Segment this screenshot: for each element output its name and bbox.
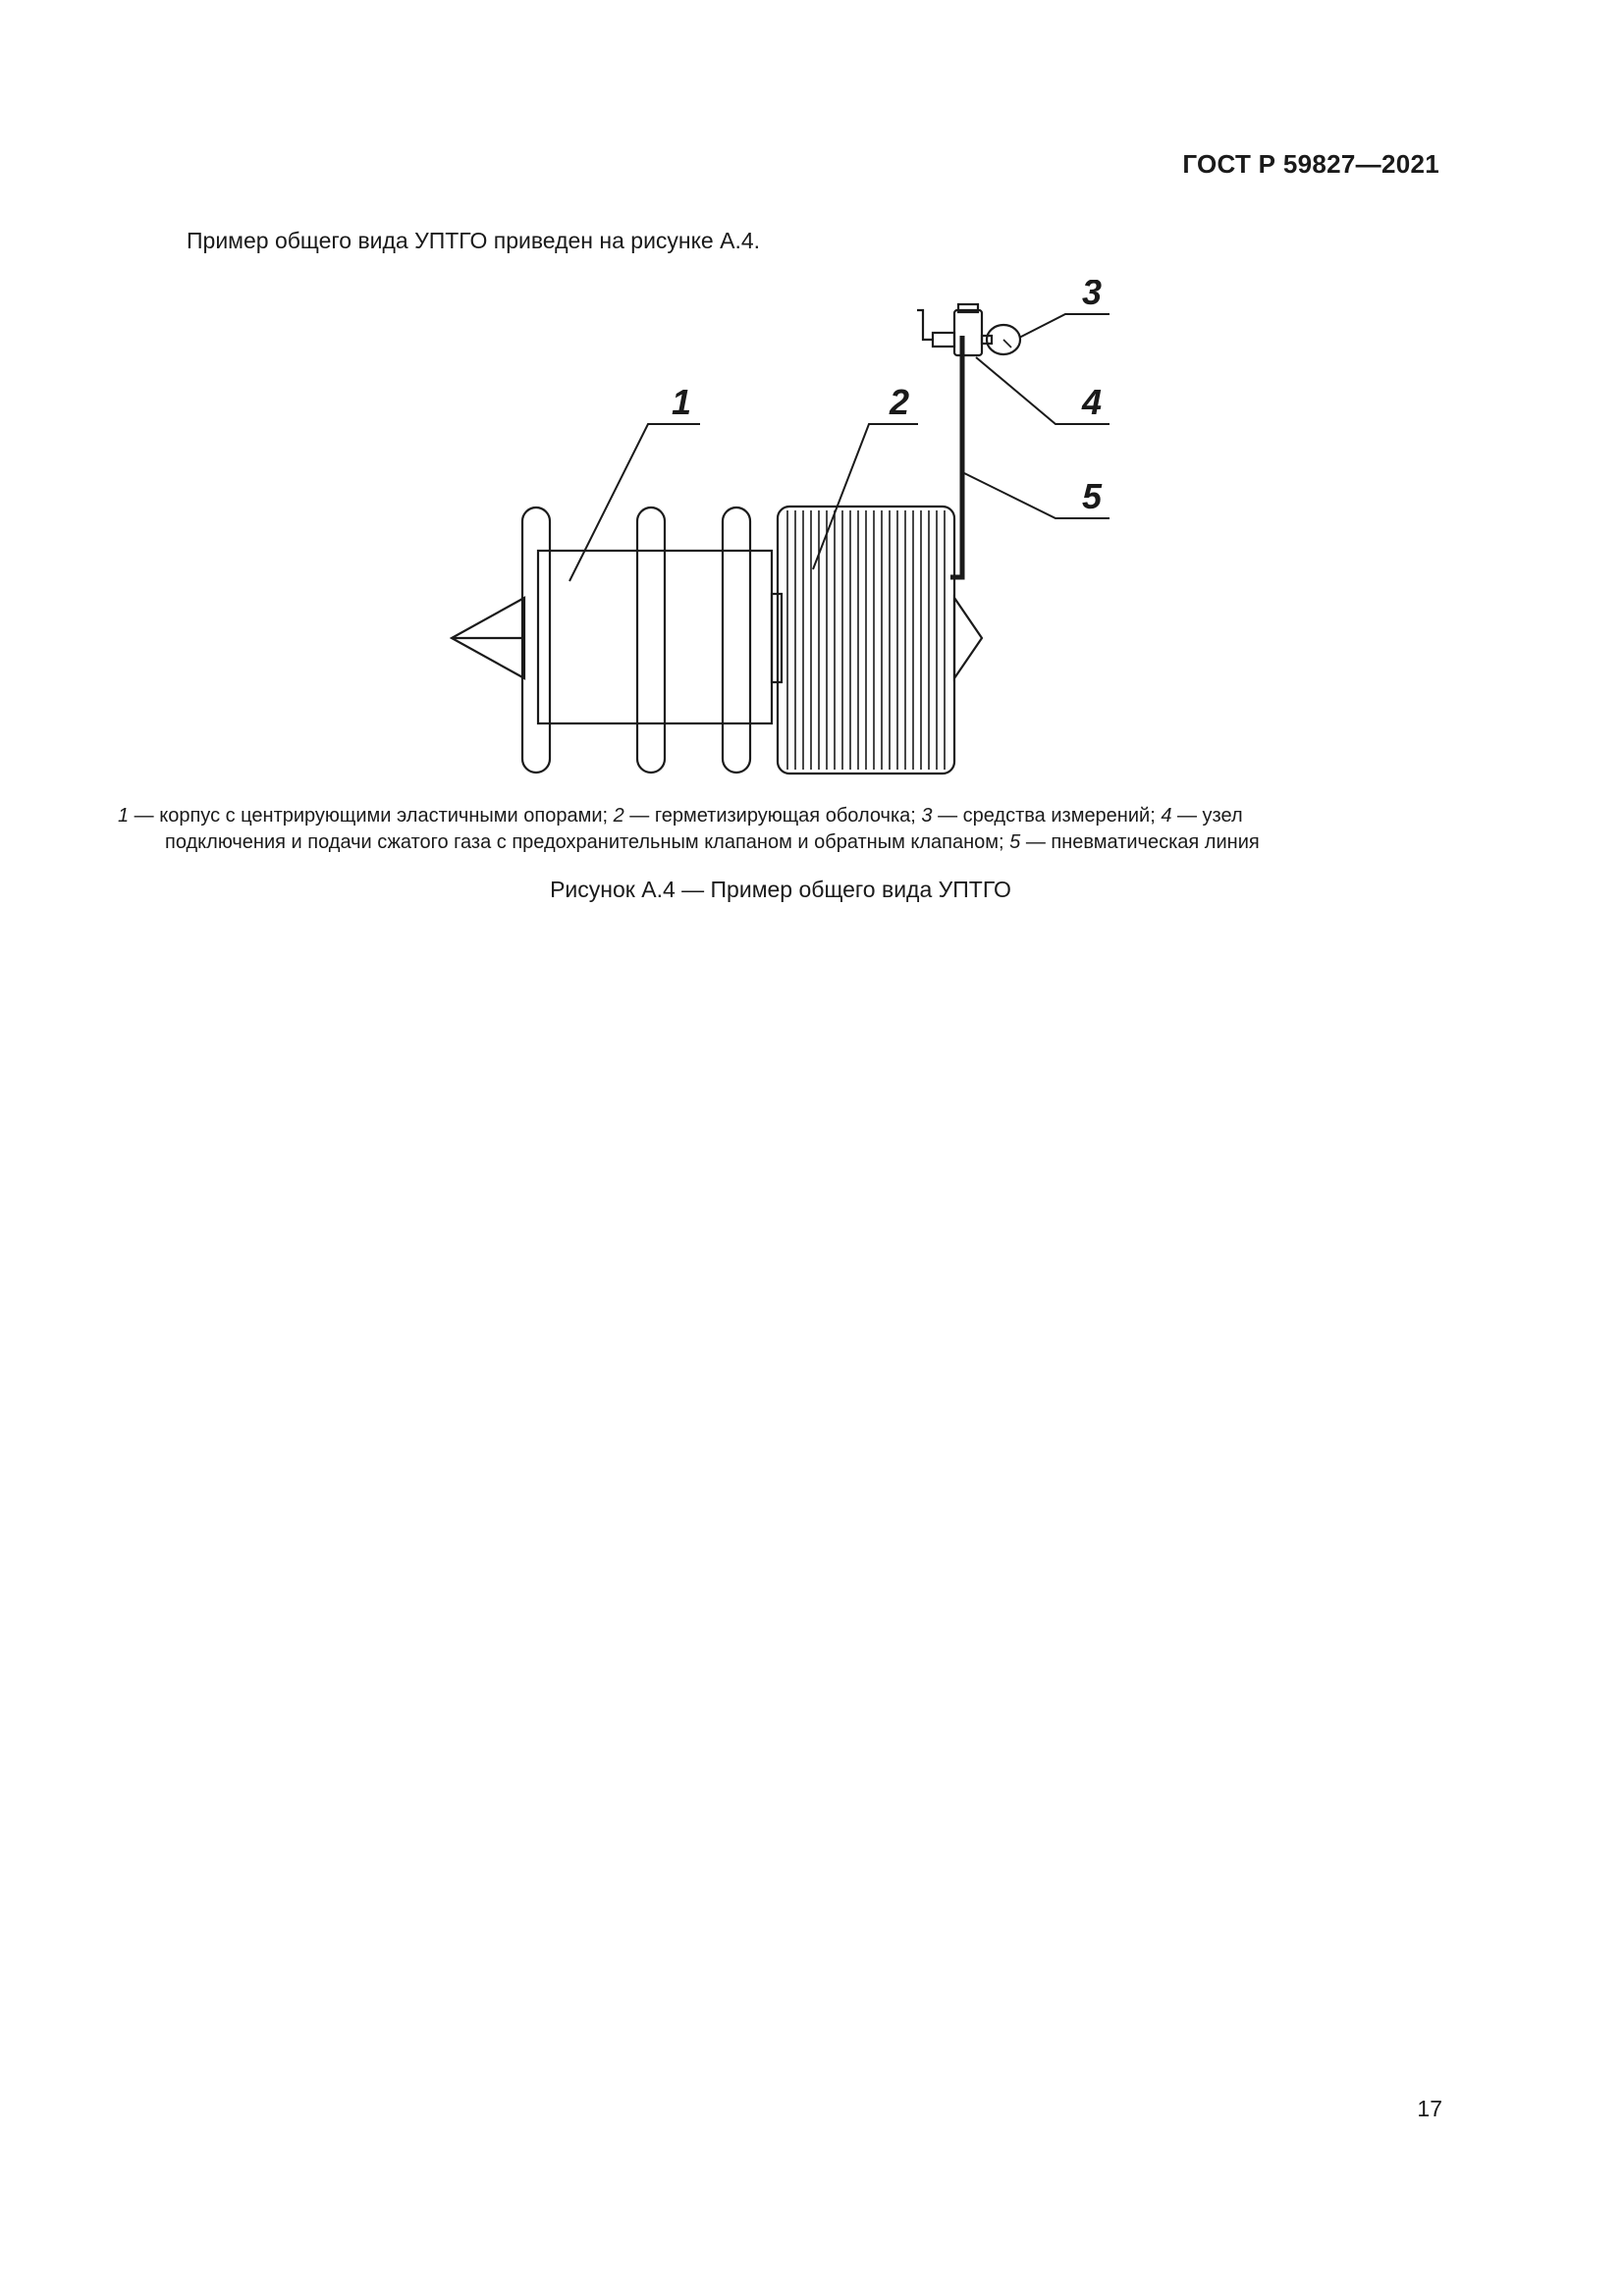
shell-ribs <box>787 510 945 770</box>
legend-num-2: 2 <box>613 805 624 827</box>
support-ring-3 <box>723 507 750 773</box>
legend-num-1: 1 <box>118 805 130 827</box>
legend-text-4: — узел <box>1171 805 1243 827</box>
legend-text-1: — корпус с центрирующими эластичными опорами; <box>129 805 614 827</box>
legend-text-4-cont: подключения и подачи сжатого газа с предохранительным клапаном и обратным клапаном; <box>165 831 1010 853</box>
callout-4: 4 <box>1082 382 1103 422</box>
legend-num-4: 4 <box>1161 805 1172 827</box>
right-cone <box>954 598 982 678</box>
callout-3: 3 <box>1082 280 1103 312</box>
leader-1 <box>569 424 700 581</box>
body-tube <box>538 551 772 723</box>
legend-text-3: — средства измерений; <box>932 805 1162 827</box>
legend-text-5: — пневматическая линия <box>1020 831 1260 853</box>
figure-legend <box>118 803 1447 856</box>
pneumatic-line <box>950 336 962 577</box>
callout-1: 1 <box>672 382 692 422</box>
connection-unit <box>954 310 982 355</box>
intro-paragraph: Пример общего вида УПТГО приведен на рисунке А.4. <box>187 228 761 253</box>
legend-num-5: 5 <box>1009 831 1021 853</box>
support-ring-1 <box>522 507 550 773</box>
legend-text-2: — герметизирующая оболочка; <box>623 805 922 827</box>
valve-handle <box>917 310 933 340</box>
callout-5: 5 <box>1082 476 1103 516</box>
page-number: 17 <box>1417 2096 1442 2121</box>
callout-2: 2 <box>890 382 910 422</box>
figure-a4-diagram <box>432 280 1139 780</box>
support-ring-2 <box>637 507 665 773</box>
figure-caption: Рисунок А.4 — Пример общего вида УПТГО <box>550 877 1011 902</box>
legend-num-3: 3 <box>921 805 933 827</box>
legend-line-2 <box>118 829 1447 856</box>
leader-3 <box>1019 314 1110 338</box>
unit-side-port <box>933 333 954 347</box>
document-code: ГОСТ Р 59827—2021 <box>1182 149 1439 179</box>
